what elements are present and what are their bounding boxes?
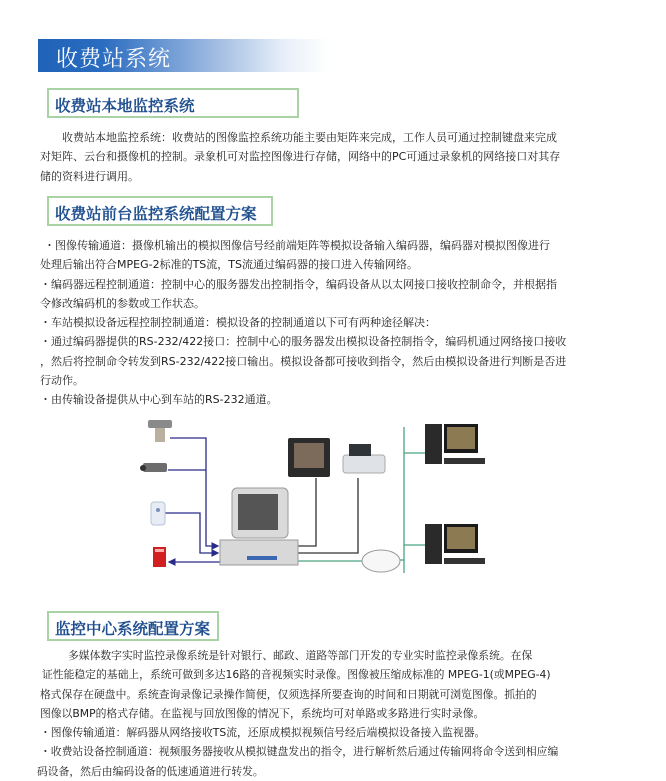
text-line: 多媒体数字实时监控录像系统是针对银行、邮政、道路等部门开发的专业实时监控录像系统。在保 [68, 649, 533, 662]
text-line: ，然后将控制命令转发到RS-232/422接口输出。模拟设备都可接收到指令，然后由模拟设备进行判断是否进 [40, 354, 567, 368]
text-line: 处理后输出符合MPEG-2标准的TS流，TS流通过编码器的接口进入传输网络。 [40, 258, 418, 272]
alarm-icon [153, 547, 166, 567]
client-pc-icon [425, 424, 485, 464]
text-line: 行动作。 [40, 374, 84, 388]
text-line: 图像以BMP的格式存储。在监视与回放图像的情况下，系统均可对单路或多路进行实时录像。 [40, 706, 485, 720]
text-line: 令修改编码机的参数或工作状态。 [40, 296, 205, 310]
text-line: 储的资料进行调用。 [40, 169, 139, 183]
section-heading-text: 收费站前台监控系统配置方案 [55, 204, 257, 223]
network-cloud-icon [362, 550, 400, 572]
section-heading-text: 监控中心系统配置方案 [55, 619, 211, 638]
section-body-center [37, 646, 559, 781]
box-camera-icon [140, 463, 167, 472]
text-line: 码设备，然后由编码设备的低速通道进行转发。 [37, 764, 264, 778]
section-heading-center [47, 611, 219, 641]
text-line: ・收费站设备控制通道：视频服务器接收从模拟键盘发出的指令，进行解析然后通过传输网将命令送到相应编 [40, 745, 559, 759]
text-line: 格式保存在硬盘中。系统查询录像记录操作简便，仅须选择所要查询的时间和日期就可浏览图像。抓拍的 [40, 687, 537, 701]
section-heading-text: 收费站本地监控系统 [55, 96, 195, 115]
client-pc-icon [425, 524, 485, 564]
printer-icon [343, 444, 385, 473]
text-line: ・由传输设备提供从中心到车站的RS-232通道。 [40, 393, 278, 407]
text-line: ・通过编码器提供的RS-232/422接口：控制中心的服务器发出模拟设备控制指令，编码机通过网络接口接收 [40, 335, 567, 349]
text-line: 收费站本地监控系统：收费站的图像监控系统功能主要由矩阵来完成，工作人员可通过控制键盘来完成 [62, 131, 557, 144]
monitor-tv-icon [288, 438, 330, 477]
text-line: ・车站模拟设备远程控制控制通道：模拟设备的控制通道以下可有两种途径解决： [40, 316, 436, 330]
text-line: ・图像传输通道：摄像机输出的模拟图像信号经前端矩阵等模拟设备输入编码器，编码器对模拟图像进行 [44, 239, 550, 252]
server-computer-icon [220, 488, 298, 565]
motion-detector-icon [151, 502, 165, 525]
page-title: 收费站系统 [56, 47, 172, 72]
text-line: ・图像传输通道：解码器从网络接收TS流，还原成模拟视频信号经后端模拟设备接入监视器。 [40, 726, 486, 740]
text-line: ・编码器远程控制通道：控制中心的服务器发出控制指令，编码设备从以太网接口接收控制命令，并根据指 [40, 277, 557, 291]
ptz-camera-icon [148, 420, 172, 442]
text-line: 对矩阵、云台和摄像机的控制。录象机可对监控图像进行存储，网络中的PC可通过录象机的网络接口对其存 [40, 150, 561, 164]
text-line: 证性能稳定的基础上，系统可做到多达16路的音视频实时录像。图像被压缩成标准的 MPEG-1(或MPEG-4) [42, 668, 551, 682]
